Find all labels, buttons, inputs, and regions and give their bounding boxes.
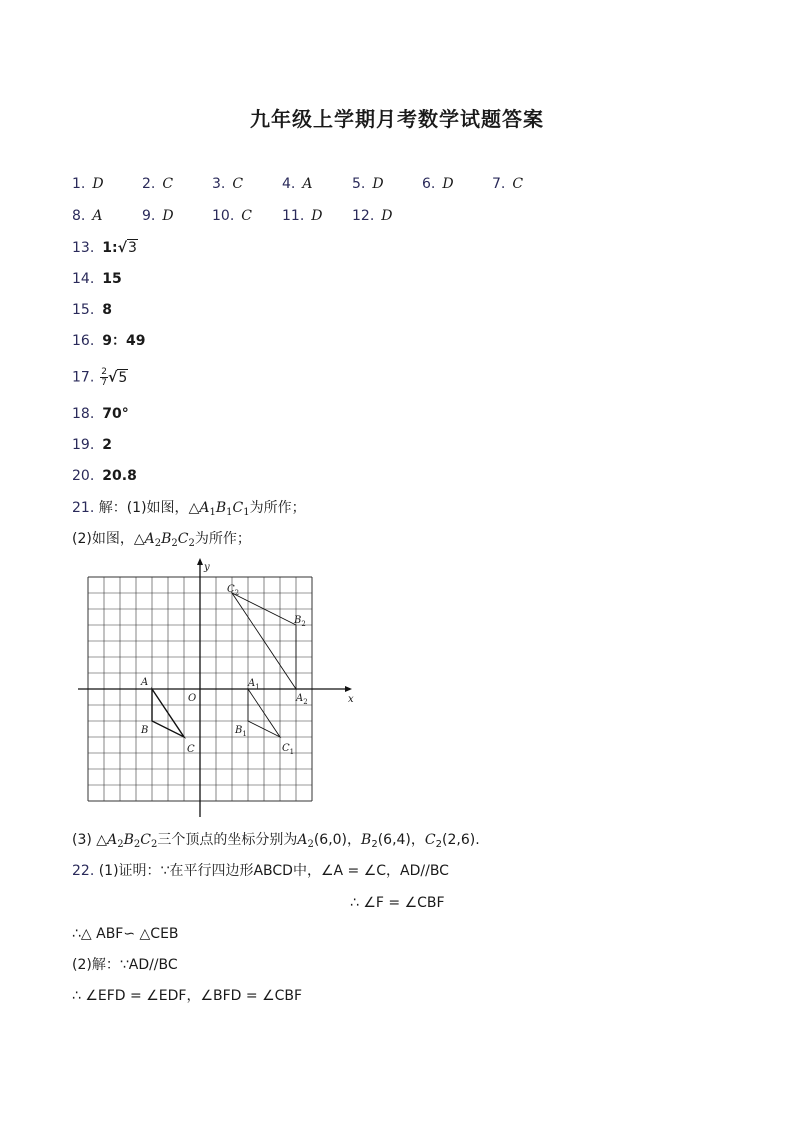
choice-answer: 12. D: [352, 208, 393, 224]
coordinate-grid-figure: [70, 558, 370, 823]
answer-18: 18. 70°: [72, 406, 129, 422]
answer-13: 13. 1:√3: [72, 240, 137, 256]
answer-17: 17. $\frac{2}{7}$ √5: [72, 367, 128, 388]
answer-22-line4: (2)解：∵AD//BC: [72, 957, 178, 973]
point-label-c: C: [187, 744, 195, 755]
point-label-b: B: [141, 725, 149, 736]
point-label-a: A: [141, 677, 149, 688]
point-label-a2: $A_2$: [296, 693, 308, 706]
point-label-b1: $B_1$: [235, 725, 247, 738]
choice-answer: 11. D: [282, 208, 323, 224]
point-label-c2: $C_2$: [227, 584, 240, 597]
choice-answer: 2. C: [142, 176, 174, 192]
answer-20: 20. 20.8: [72, 468, 137, 484]
answer-21-part1: 21. 解：(1)如图，$\triangle A_1B_1C_1$为所作；: [72, 500, 306, 518]
choice-answer: 3. C: [212, 176, 244, 192]
answer-22-line2: ∴ ∠F = ∠CBF: [350, 895, 445, 911]
choice-answer: 1. D: [72, 176, 104, 192]
point-labels: [140, 584, 308, 756]
point-label-a1: $A_1$: [248, 678, 260, 691]
y-axis-label: y: [204, 562, 210, 573]
answer-15: 15. 8: [72, 302, 113, 318]
answer-21-part3: (3) $\triangle A_2B_2C_2$三个顶点的坐标分别为$A_2(6,0)$，$B_2(6,4)$，$C_2(2,6)$.: [72, 832, 480, 850]
answer-22-line1: 22. (1)证明：∵在平行四边形ABCD中，∠A = ∠C，AD//BC: [72, 863, 449, 879]
point-label-b2: $B_2$: [294, 615, 306, 628]
choice-answer: 6. D: [422, 176, 454, 192]
answer-16: 16. 9：49: [72, 333, 146, 349]
choice-answer: 7. C: [492, 176, 524, 192]
answer-14: 14. 15: [72, 271, 122, 287]
origin-label: O: [188, 693, 197, 704]
answer-19: 19. 2: [72, 437, 113, 453]
choice-answer: 4. A: [282, 176, 313, 192]
x-axis-arrow: [345, 686, 352, 692]
answer-22-line5: ∴ ∠EFD = ∠EDF，∠BFD = ∠CBF: [72, 988, 303, 1004]
choice-answer: 5. D: [352, 176, 384, 192]
triangles: [152, 593, 296, 737]
answer-21-part2: (2)如图，$\triangle A_2B_2C_2$为所作；: [72, 531, 251, 549]
choice-answer: 10. C: [212, 208, 252, 224]
y-axis-arrow: [197, 558, 203, 565]
answer-22-line3: ∴△ ABF∽ △CEB: [72, 926, 179, 942]
choice-answer: 8. A: [72, 208, 103, 224]
page-title: 九年级上学期月考数学试题答案: [250, 107, 544, 131]
point-label-c1: $C_1$: [282, 743, 295, 756]
x-axis-label: x: [348, 694, 354, 705]
choice-answer: 9. D: [142, 208, 174, 224]
